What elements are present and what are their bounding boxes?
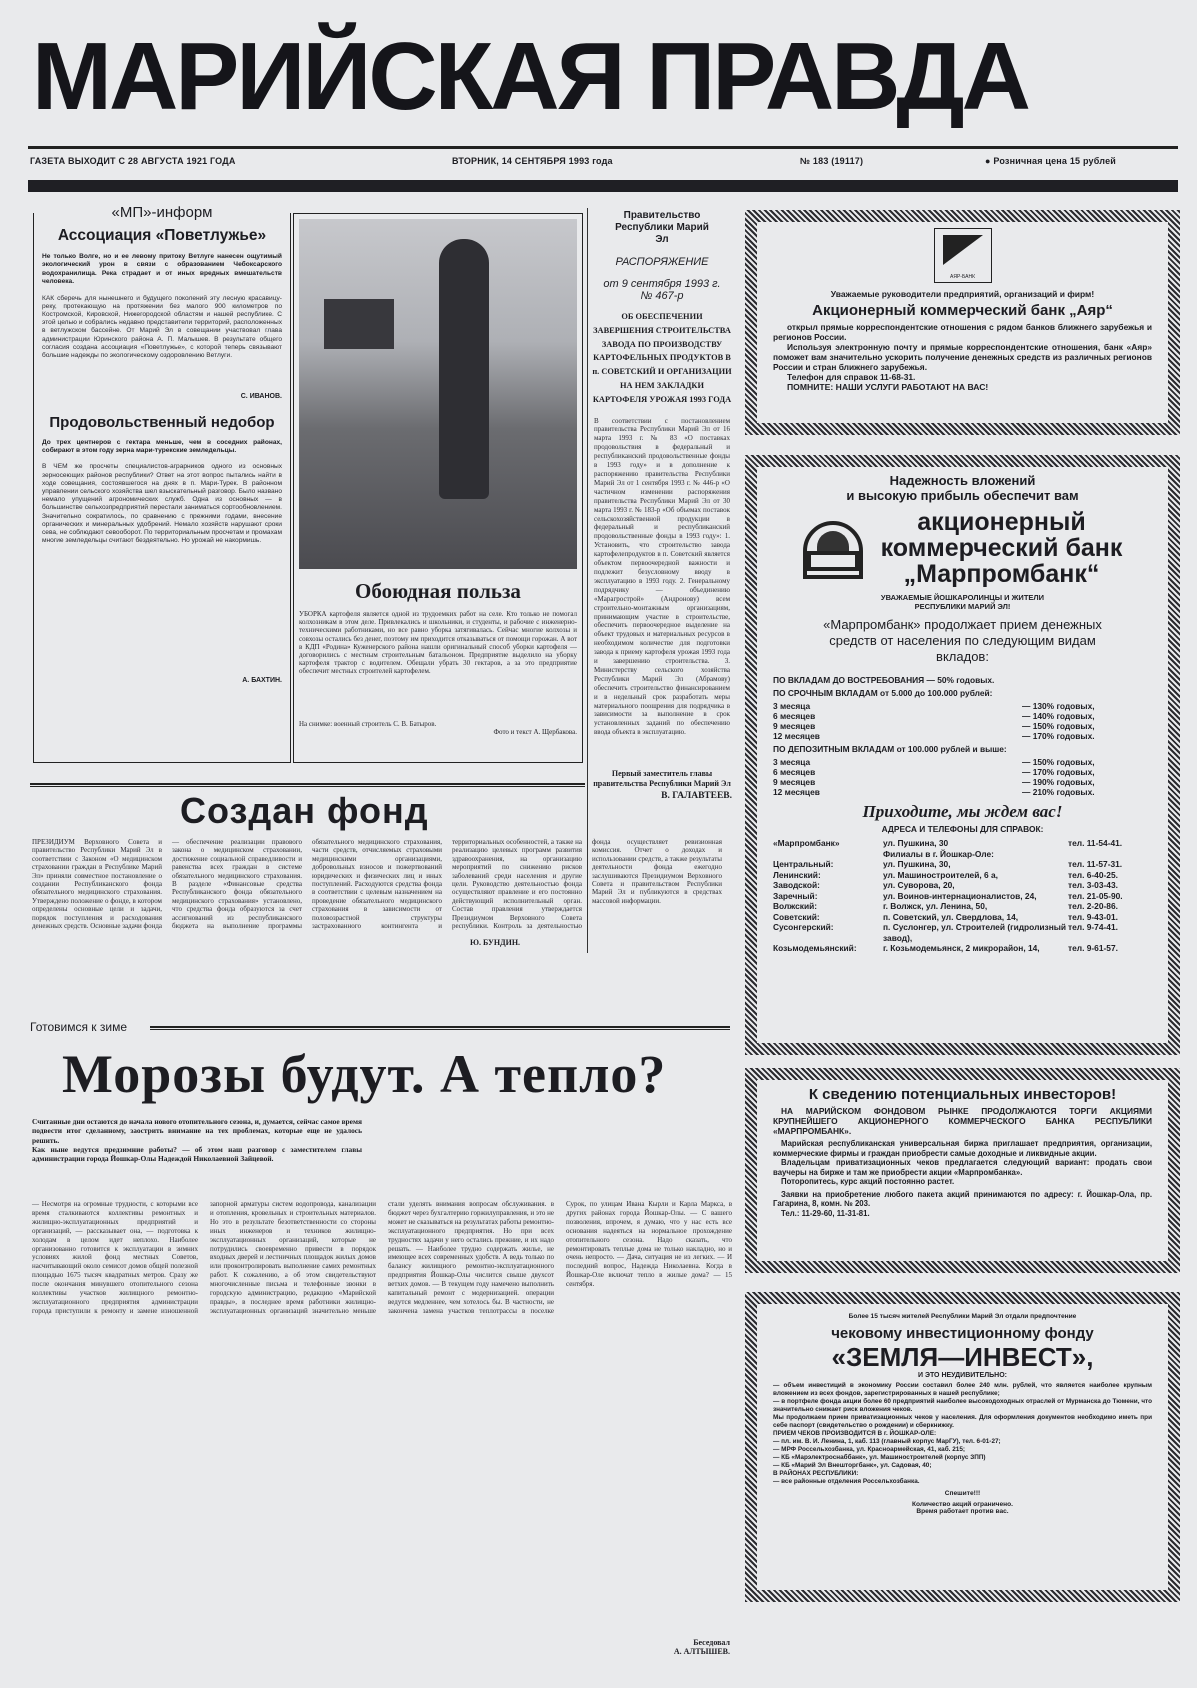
branch-row [773, 901, 1152, 912]
ad-subhead: И ЭТО НЕУДИВИТЕЛЬНО: [918, 1372, 1007, 1379]
ayar-logo [934, 228, 992, 283]
rate-row [773, 757, 1152, 767]
branch-address: ул. Пушкина, 30 [883, 838, 949, 848]
tractor-shape [324, 299, 394, 349]
branch-address: г. Волжск, ул. Ленина, 50, [883, 901, 988, 911]
branch-address: ул. Воинов-интернационалистов, 24, [883, 890, 1037, 901]
branch-row [773, 943, 1152, 954]
branch-row [773, 912, 1152, 923]
decree-type: РАСПОРЯЖЕНИЕ [615, 256, 709, 268]
ad-text: Мы продолжаем прием приватизационных чеков у населения. Для оформления документов необходимо иметь при себе паспорт (свидетельство о рождении) и сберкнижку. [773, 1414, 1152, 1429]
rate-row [773, 711, 1152, 721]
rate-period: 12 месяцев [773, 731, 820, 741]
branch-row [773, 849, 1152, 860]
masthead-title: МАРИЙСКАЯ ПРАВДА [32, 23, 1028, 130]
article-intro [32, 1117, 362, 1163]
branch-name: Советский: [773, 911, 820, 922]
rate-period: 3 месяца [773, 757, 811, 767]
ad-greeting: Уважаемые руководители предприятий, организаций и фирм! [830, 289, 1095, 299]
branch-address: п. Советский, ул. Свердлова, 14, [883, 911, 1019, 922]
deposit-rates [773, 757, 1152, 797]
rate-value: — 150% годовых, [1022, 757, 1095, 767]
ad-title: К сведению потенциальных инвесторов! [808, 1086, 1117, 1103]
ad-phone: Телефон для справок 11-68-31. [787, 372, 916, 382]
ad-top-line: Надежность вложений [889, 473, 1036, 488]
rate-value: — 140% годовых, [1022, 711, 1095, 721]
ad-regions-text: — все районные отделения Россельхозбанка. [773, 1478, 920, 1485]
branch-list [773, 838, 1152, 954]
rate-row [773, 777, 1152, 787]
article-title: Морозы будут. А тепло? [62, 1044, 667, 1104]
intro-p2: Как ныне ведутся предзимние работы? — об этом наш разговор с заместителем главы администрации города Йошкар-Олы Надеждой Николаевной Зайцевой. [32, 1144, 362, 1164]
ad-zemlya-invest [745, 1292, 1180, 1602]
demand-rate: ПО ВКЛАДАМ ДО ВОСТРЕБОВАНИЯ — 50% годовых. [773, 675, 995, 685]
branch-row [773, 870, 1152, 881]
branch-phone: тел. 9-43-01. [1068, 911, 1118, 922]
ad-phones: Тел.: 11-29-60, 11-31-81. [781, 1208, 870, 1218]
ad-text: Используя электронную почту и прямые корреспондентские отношения, банк «Аяр» поможет вам значительно ускорить получение денежных средств из различных регионов России и стран ближнего зарубежья. [773, 342, 1152, 372]
rate-value: — 130% годовых, [1022, 701, 1095, 711]
column-rule [587, 208, 588, 953]
decree-date: от 9 сентября 1993 г. [603, 278, 721, 290]
rate-row [773, 767, 1152, 777]
masthead-rule [28, 146, 1178, 149]
branch-phone: тел. 3-03-43. [1068, 880, 1118, 890]
branch-row [773, 880, 1152, 891]
rate-row [773, 787, 1152, 797]
rate-row [773, 731, 1152, 741]
photo-potato-harvest [299, 219, 577, 569]
article-signature [620, 1638, 730, 1656]
ad-top-line: Более 15 тысяч жителей Республики Марий Эл отдали предпочтение [848, 1313, 1077, 1320]
ad-end: Время работает против вас. [916, 1508, 1009, 1515]
branch-phone: тел. 9-61-57. [1068, 943, 1118, 953]
article-author: А. БАХТИН. [242, 677, 282, 685]
branch-name: Заводской: [773, 880, 820, 890]
ad-point: — КБ «Марий Эл Внешторгбанк», ул. Садовая, 40; [773, 1462, 932, 1469]
ad-where: ПРИЕМ ЧЕКОВ ПРОИЗВОДИТСЯ В г. ЙОШКАР-ОЛЕ: [773, 1430, 937, 1437]
branch-address: п. Суслонгер, ул. Строителей (гидролизный завод), [883, 922, 1067, 943]
branch-name: Сусонгерский: [773, 922, 834, 932]
ad-address: УВАЖАЕМЫЕ ЙОШКАРОЛИНЦЫ И ЖИТЕЛИ РЕСПУБЛИКИ МАРИЙ ЭЛ! [880, 593, 1045, 611]
rate-period: 9 месяцев [773, 721, 816, 731]
section-rule [30, 783, 585, 787]
decree [592, 210, 732, 801]
ad-text: Владельцам приватизационных чеков предлагается следующий вариант: продать свои ваучеры на бирже и там же приобрести акции «Марпромбанка». [773, 1158, 1152, 1177]
branch-phone [1068, 849, 1152, 860]
branch-row [773, 922, 1152, 943]
branch-row [773, 891, 1152, 902]
rate-period: 9 месяцев [773, 777, 816, 787]
article-author: А. АЛТЫШЕВ. [673, 1647, 730, 1656]
issue-number: № 183 (19117) [800, 156, 864, 166]
bank-name-line: „Марпромбанк“ [903, 560, 1100, 588]
fund-name: «ЗЕМЛЯ—ИНВЕСТ», [831, 1342, 1094, 1372]
article-author: Ю. БУНДИН. [470, 938, 521, 947]
rate-row [773, 701, 1152, 711]
issue-date: ВТОРНИК, 14 СЕНТЯБРЯ 1993 года [452, 156, 613, 166]
masthead-bar [28, 180, 1178, 192]
intro-p1: Считанные дни остаются до начала нового отопительного сезона, и, думается, сейчас самое время подвести итог сделанному, заострить внимание на тех проблемах, которые еще не удалось решить. [32, 1117, 362, 1145]
ad-line: чековому инвестиционному фонду [831, 1325, 1094, 1342]
addresses-head: АДРЕСА И ТЕЛЕФОНЫ ДЛЯ СПРАВОК: [881, 824, 1044, 834]
branch-row [773, 838, 1152, 849]
decree-signer: В. ГАЛАВТЕЕВ. [661, 790, 732, 801]
ad-lead: НА МАРИЙСКОМ ФОНДОВОМ РЫНКЕ ПРОДОЛЖАЮТСЯ ТОРГИ АКЦИЯМИ КРУПНЕЙШЕГО АКЦИОНЕРНОГО КОММЕРЧЕСКОГО БАНКА РЕСПУБЛИКИ «МАРПРОМБАНК». [773, 1106, 1152, 1136]
ad-text: Поторопитесь, курс акций постоянно растет. [781, 1177, 955, 1186]
branch-address: ул. Пушкина, 30, [883, 859, 951, 869]
bank-name-line: акционерный [917, 508, 1086, 536]
rate-value: — 190% годовых, [1022, 777, 1095, 787]
ad-point: — КБ «Марэлектроснаббанк», ул. Машиностроителей (корпус ЗПП) [773, 1454, 986, 1461]
ad-end: Количество акций ограничено. [911, 1501, 1014, 1508]
ad-hurry: Спешите!!! [944, 1490, 981, 1497]
article-lead: До трех центнеров с гектара меньше, чем в соседних районах, собирают в этом году зерна мари-турекские земледельцы. [42, 438, 282, 455]
article-title: Ассоциация «Поветлужье» [57, 227, 267, 244]
term-rates [773, 701, 1152, 741]
rate-value: — 210% годовых. [1022, 787, 1095, 797]
logo-shape [943, 235, 983, 265]
branch-address: Филиалы в г. Йошкар-Оле: [883, 848, 994, 859]
section-rule [150, 1026, 730, 1030]
ad-point: — пл. им. В. И. Ленина, 1, каб. 113 (главный корпус МарГУ), тел. 6-01-27; [773, 1438, 1001, 1445]
price-text: Розничная цена 15 рублей [993, 156, 1117, 166]
rate-period: 3 месяца [773, 701, 811, 711]
ad-title: Акционерный коммерческий банк „Аяр“ [812, 302, 1113, 319]
branch-name: «Марпромбанк» [773, 838, 840, 848]
founded-line: ГАЗЕТА ВЫХОДИТ С 28 АВГУСТА 1921 ГОДА [30, 156, 236, 166]
branch-name: Волжский: [773, 901, 818, 911]
article-body: В ЧЕМ же просчеты специалистов-аграрников одного из основных зерносеющих районов республики? Ответ на этот вопрос пытались найти в ходе совещания, состоявшегося на днях в п. Мари-Турек. В районном управлении сельского хозяйства шел взыскательный разговор. Было названо немало упущений агрономических служб. Одна из основных — в большинстве сельхозпредприятий перестали заниматься сортообновлением. Значительно сократилось, по сравнению с прежними годами, внесение органических и минеральных удобрений. Немало хозяйств нарушают сроки сева, не соблюдают севооборот. По территориальным просчетам и промахам многие земледельцы считают бездеятельно. Но урожай не накормишь. [42, 463, 282, 545]
branch-address: ул. Суворова, 20, [883, 880, 955, 890]
branch-name: Центральный: [773, 859, 834, 869]
branch-name [773, 849, 883, 860]
person-shape [439, 239, 489, 499]
branch-phone: тел. 6-40-25. [1068, 869, 1118, 880]
ad-regions: В РАЙОНАХ РЕСПУБЛИКИ: [773, 1470, 859, 1477]
photo-story-box [293, 213, 583, 763]
ad-top-line: и высокую прибыль обеспечит вам [846, 488, 1079, 503]
article-lead: Не только Волге, но и ее левому притоку Ветлуге нанесен ощутимый экологический урон в связи с образованием Чебоксарского водохранилища. Река страдает и от иных вредных вмешательств человека. [42, 253, 282, 286]
rate-period: 12 месяцев [773, 787, 820, 797]
rate-value: — 150% годовых, [1022, 721, 1095, 731]
branch-phone: тел. 9-74-41. [1068, 922, 1118, 932]
branch-name: Заречный: [773, 890, 818, 901]
ad-welcome: Приходите, мы ждем вас! [862, 802, 1063, 821]
article-author: С. ИВАНОВ. [240, 392, 282, 400]
article-body: — Несмотря на огромные трудности, с которыми все время сталкиваются коллективы ремонтных и жилищно-эксплуатационных предприятий и организаций, — рассказывает она, — подготовка к холодам в целом идет неплохо. Наиболее организованно готовится к эксплуатации в зимних условиях жилой фонд местных Советов, насчитывающий около семисот домов общей полезной площадью 1675 тысяч квадратных метров. Сразу же после окончания минувшего отопительного сезона коллективы участков жилищного ремонтно-эксплуатационного предприятия администрации города приступили к ремонту и замене изношенной запорной арматуры систем водопровода, канализации и отопления, кровельных и строительных материалов. Но это в результате безответственности со стороны иных инженеров и техников жилищно-эксплуатационных организаций, которые не потрудились своевременно привести в порядок входных дверей и лестничных площадок жилых домов или проконтролировать выполнение самих ремонтных работ. К сожалению, а об этом свидетельствуют многочисленные письма и телефонные звонки в городскую администрацию, редакцию «Марийской правды», в последнее время работники жилищно-эксплуатационных организаций значительно меньше стали уделять внимания вопросам обслуживания. в бюджет через бухгалтерию горжилуправления, и это не может не сказываться на результатах работы ремонтно-эксплуатационного предприятия. Но при всех трудностях задачи у него остались прежние, и их надо решать. — Наиболее трудно содержать жилье, не имеющее всех современных удобств. А ведь только по балансу жилищного ремонтно-эксплуатационного предприятия Йошкар-Олы числится свыше двухсот ветхих домов. — В текущем году намечено выполнить капитальный ремонт с модернизацией. операции ведутся медленнее, чем хотелось бы. В частности, не закончена замена участков теплотрассы в поселке Сурок, по улицам Ивана Кырли и Карла Маркса, в других районах города Йошкар-Олы. — С вашего позволения, впрочем, я думаю, что у нас есть все основания надеяться на нормальное прохождение отопительного сезона. Надо сказать, что ремонтировать теплые дома не только накладно, но и очень непросто. — Дача, ситуация не из легких. — И последний вопрос, Надежда Николаевна. Когда в Йошкар-Оле включат тепло в жилые дома? — 15 сентября. [32, 1200, 732, 1315]
rate-value: — 170% годовых. [1022, 731, 1095, 741]
branch-phone: тел. 11-57-31. [1068, 859, 1123, 869]
photo-caption: На снимке: военный строитель С. В. Батыров. [299, 720, 437, 728]
rate-value: — 170% годовых, [1022, 767, 1095, 777]
marprombank-logo [803, 521, 863, 576]
ad-investors [745, 1068, 1180, 1273]
signature-label: Беседовал [693, 1638, 730, 1647]
article-body: КАК сберечь для нынешнего и будущего поколений эту лесную красавицу-реку, протекающую на протяжении без малого 900 километров по Костромской, Кировской, Нижегородской областям и нашей республике. С этой целью и собрались недавно представители территорий, расположенных в ветлужском бассейне. От Марий Эл в совещании участвовал глава администрации Юринского района А. П. Малышев. В результате общего согласия создана ассоциация «Поветлужье», с которой теперь связывают большие надежды по экологическому оздоровлению Ветлуги. [42, 294, 282, 360]
rubric: Готовимся к зиме [30, 1020, 128, 1034]
ad-point: — МРФ Россельхозбанка, ул. Красноармейская, 41, каб. 215; [773, 1446, 965, 1453]
bullet-icon: ● [985, 156, 994, 166]
ad-text: — в портфеле фонда акции более 60 предприятий наиболее высокодоходных отраслей от Мурманска до Тюмени, что значительно снижает риск вложения чеков. [773, 1398, 1152, 1413]
ad-text: Заявки на приобретение любого пакета акций принимаются по адресу: г. Йошкар-Ола, пр. Гагарина, 8, комн. № 203. [773, 1189, 1152, 1208]
branch-name: Ленинский: [773, 869, 821, 880]
ad-text: — объем инвестиций в экономику России составил более 240 млн. рублей, что является наиболее крупным вложением из всех фондов, зарегистрированных в нашей республике; [773, 1382, 1152, 1397]
branch-address: г. Козьмодемьянск, 2 микрорайон, 14, [883, 943, 1040, 953]
article-body: УБОРКА картофеля является одной из трудоемких работ на селе. Кто только не помогал колхозникам в этом деле. Привлекались и школьники, и студенты, и рабочие с инженерно-техническими работниками, но все равно уборка затягивалась. Сейчас многие колхозы и совхозы остались без денег, поэтому им приходится отказываться от помощи горожан. А вот в КДП «Родина» Куженерского района нашли оригинальный способ уборки картофеля — договорились с местным строительным батальоном. Предприятие выделило на уборку картофеля трактор с водителем. Обещали убрать 30 гектаров, а за это предприятие обеспечит местных строителей картофелем. [299, 610, 577, 676]
mp-inform-box [33, 204, 291, 763]
branch-phone: тел. 11-54-41. [1068, 838, 1123, 848]
ad-text: открыл прямые корреспондентские отношения с рядом банков ближнего зарубежья и регионов России. [773, 322, 1152, 342]
fund-title: Создан фонд [180, 790, 429, 831]
decree-body: В соответствии с постановлением правительства Республики Марий Эл от 16 марта 1993 г. № 83 «О поставках продовольствия в федеральный и республиканский продовольственные фонды в 1993 году» и в дополнение к распоряжению правительства Республики Марий Эл от 1 сентября 1993 г. № 446-р «О частичном изменении распоряжения правительства Республики Марий Эл от 30 марта 1993 г. № 183-р «Об объемах поставок сельскохозяйственной продукции в федеральный и республиканский продовольственные фонды в 1993 году»: 1. Установить, что строительство завода картофелепродуктов в п. Советский является объектом первоочередной важности и подлежит безусловному вводу в эксплуатацию в 1993 году. 2. Генеральному подрядчику — объединению «Марагрострой» (Андронову) всем строительно-монтажным организациям, принимающим участие в строительстве, обеспечить первоочередное выделение на объект трудовых и материальных ресурсов в необходимом количестве для подготовки завода к приему картофеля урожая 1993 года и завершению строительства. 3. Министерству сельского хозяйства Республики Марий Эл (Абрамову) обеспечить строительство финансированием и в недельный срок разработать меры материального поощрения для подрядчика в зависимости за выполнение в срок установленных заданий по обеспечению ввода объекта в эксплуатацию. [594, 416, 730, 737]
branch-phone: тел. 21-05-90. [1068, 890, 1123, 901]
ad-text: Марийская республиканская универсальная биржа приглашает предприятия, организации, коммерческие фирмы и граждан приобрести самые доходные и ликвидные акции. [773, 1139, 1152, 1158]
logo-text: АЯР-БАНК [950, 274, 975, 280]
ad-ayar-bank [745, 210, 1180, 435]
branch-phone: тел. 2-20-86. [1068, 901, 1118, 911]
decree-signer-title: Первый заместитель главы правительства Республики Марий Эл [593, 768, 731, 788]
ad-slogan: ПОМНИТЕ: НАШИ УСЛУГИ РАБОТАЮТ НА ВАС! [787, 382, 989, 392]
ad-marprombank [745, 455, 1180, 1055]
article-title: Продовольственный недобор [49, 413, 275, 431]
deposit-head: ПО ДЕПОЗИТНЫМ ВКЛАДАМ от 100.000 рублей и выше: [773, 744, 1007, 754]
branch-row [773, 859, 1152, 870]
rate-period: 6 месяцев [773, 767, 816, 777]
decree-issuer: Правительство Республики Марий Эл [615, 210, 709, 245]
branch-address: ул. Машиностроителей, 6 а, [883, 869, 998, 880]
photo-credit: Фото и текст А. Щербакова. [493, 728, 577, 737]
rubric: «МП»-информ [92, 204, 232, 221]
decree-title: ОБ ОБЕСПЕЧЕНИИ ЗАВЕРШЕНИЯ СТРОИТЕЛЬСТВА ЗАВОДА ПО ПРОИЗВОДСТВУ КАРТОФЕЛЬНЫХ ПРОДУКТОВ В п. СОВЕТСКИЙ И ОРГАНИЗАЦИИ НА НЕМ ЗАКЛАДКИ КАРТОФЕЛЯ УРОЖАЯ 1993 ГОДА [592, 312, 732, 404]
rate-row [773, 721, 1152, 731]
article-title: Обоюдная польза [355, 579, 521, 603]
fund-body: ПРЕЗИДИУМ Верховного Совета и правительство Республики Марий Эл в соответствии с Законом «О медицинском страховании граждан в Республике Марий Эл» приняли совместное постановление о создании Республиканского фонда обязательного медицинского страхования. Утверждено положение о фонде, в котором определены основные цели и задачи, порядок поступления и расходования денежных средств. Основные задачи фонда — обеспечение реализации правового закона о медицинском страховании, достижение социальной справедливости и равенства всех граждан в системе обязательного медицинского страхования. В разделе «Финансовые средства Республиканского фонда обязательного медицинского страхования» установлено, что средства фонда образуются за счет ассигнований из республиканского бюджета на выполнение программы обязательного медицинского страхования, части средств, отчисляемых страховыми медицинскими организациями, добровольных взносов и пожертвований юридических и физических лиц и иных поступлений. Расходуются средства фонда в соответствии с целевым назначением на проведение обязательного медицинского страхования в зависимости от половозрастной структуры застрахованного контингента и территориальных особенностей, а также на реализацию целевых программ развития здравоохранения, на организацию мероприятий по снижению рисков заболеваний среди населения и другие цели. Руководство деятельностью фонда осуществляют правление и его постоянно действующий исполнительный орган. Состав правления утверждается Президиумом Верховного Совета республики. Контроль за деятельностью фонда осуществляет ревизионная комиссия. Отчет о доходах и использовании средств, а также результаты деятельности фонда ежегодно заслушиваются Президиумом Верховного Совета и правительством Республики Марий Эл и публикуются в средствах массовой информации. [32, 838, 722, 931]
term-head: ПО СРОЧНЫМ ВКЛАДАМ от 5.000 до 100.000 рублей: [773, 688, 993, 698]
bank-name-line: коммерческий банк [880, 534, 1123, 562]
rate-period: 6 месяцев [773, 711, 816, 721]
branch-name: Козьмодемьянский: [773, 943, 857, 953]
price [985, 156, 1116, 166]
ad-intro: «Марпромбанк» продолжает прием денежных средств от населения по следующим видам вкладов: [823, 617, 1102, 664]
decree-number: № 467-р [640, 290, 684, 302]
